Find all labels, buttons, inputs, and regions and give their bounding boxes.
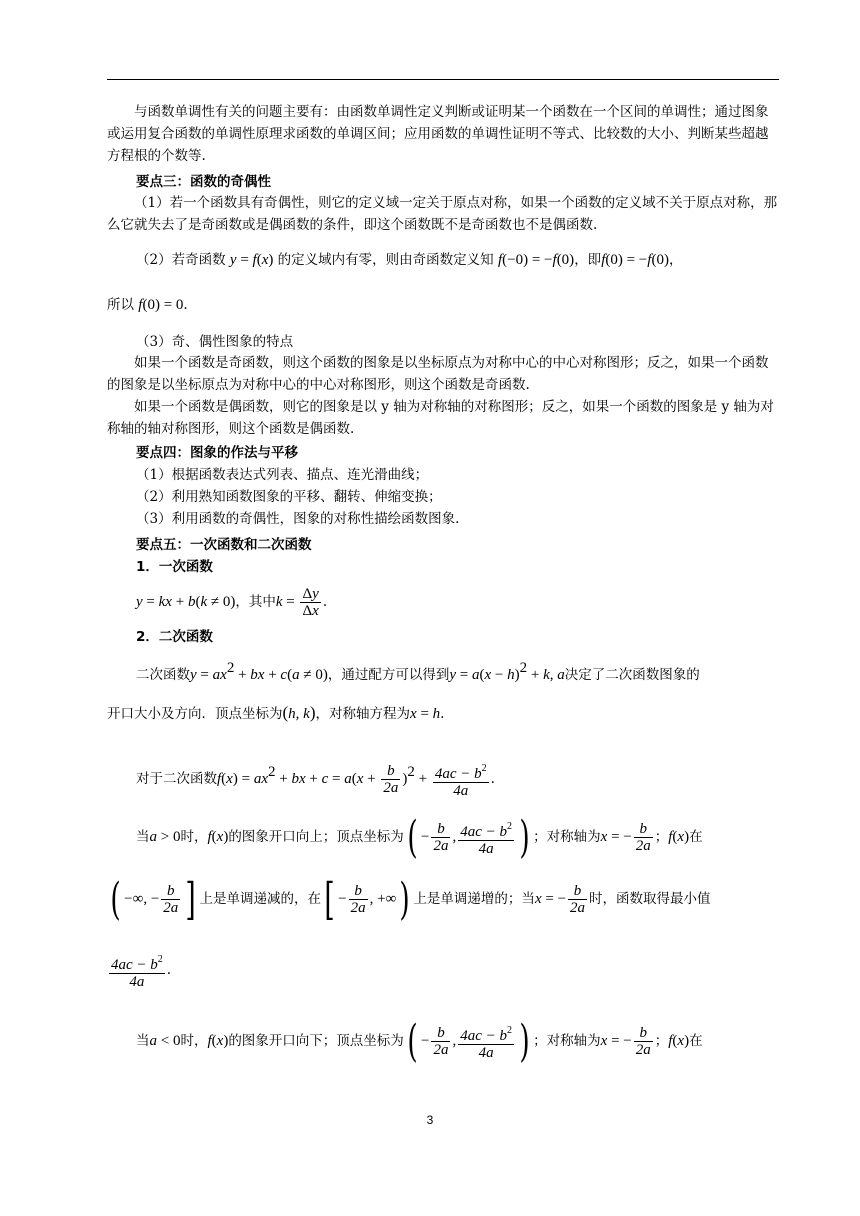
even-function-paragraph: 如果一个函数是偶函数，则它的图象是以 y 轴为对称轴的对称图形；反之，如果一个函数的图象是 y 轴为对称轴的轴对称图形，则这个函数是偶函数.	[107, 399, 774, 437]
intro-paragraph: 与函数单调性有关的问题主要有：由函数单调性定义判断或证明某一个函数在一个区间的单调性；通过图象或运用复合函数的单调性原理求函数的单调区间；应用函数的单调性证明不等式、比较数的大小、判断某些超越方程根的个数等.	[107, 104, 769, 164]
quadratic-minimum-value: $\frac{4ac - b^2}{4a}$ .	[111, 953, 172, 990]
quadratic-a-negative-line-1: 当a < 0时，f(x)的图象开口向下；顶点坐标为( − $\frac{b}{2a}$ , $\frac{4ac - b^2}{4a}$ ) ；对称轴为x = − $\frac{b}{2a}$ ；f(x)在	[136, 1015, 703, 1067]
quadratic-a-positive-line-2: ( −∞, − $\frac{b}{2a}$ ] 上是单调递减的，在[ − $\frac{b}{2a}$ , +∞) 上是单调递增的；当x = − $\frac{b}{2a}$ 时，函数取得最小值	[110, 873, 711, 925]
linear-function-formula: y = kx + b(k ≠ 0)，其中k = $\frac{\Delta y}{\Delta x}$ .	[136, 586, 328, 619]
section-3-item-2-line-2: 所以 f(0) = 0.	[107, 297, 188, 313]
quadratic-a-positive-line-1: 当a > 0时，f(x)的图象开口向上；顶点坐标为( − $\frac{b}{2a}$ , $\frac{4ac - b^2}{4a}$ ) ；对称轴为x = − $\frac{b}{2a}$ ；f(x)在	[136, 811, 703, 863]
section-4-item-1: （1）根据函数表达式列表、描点、连光滑曲线；	[136, 467, 429, 483]
section-4-heading: 要点四：图象的作法与平移	[136, 445, 298, 461]
linear-function-subheading: 1．一次函数	[136, 559, 213, 575]
quadratic-line-2: 开口大小及方向．顶点坐标为(h, k)，对称轴方程为x = h.	[107, 703, 445, 722]
section-3-item-3: （3）奇、偶性图象的特点	[136, 334, 294, 350]
section-3-item-1: （1）若一个函数具有奇偶性，则它的定义域一定关于原点对称，如果一个函数的定义域不关于原点对称，那么它就失去了是奇函数或是偶函数的条件，即这个函数既不是奇函数也不是偶函数.	[107, 195, 778, 233]
section-4-item-2: （2）利用熟知函数图象的平移、翻转、伸缩变换；	[136, 489, 442, 505]
section-3-heading: 要点三：函数的奇偶性	[136, 174, 271, 190]
quadratic-line-1: 二次函数$y = ax^2$ + bx + c(a ≠ 0)，通过配方可以得到$y = a(x - h)^2 + k$, a决定了二次函数图象的	[136, 660, 700, 683]
page-number: 3	[426, 1113, 434, 1127]
quadratic-function-subheading: 2．二次函数	[136, 629, 213, 645]
section-4-item-3: （3）利用函数的奇偶性，图象的对称性描绘函数图象.	[136, 511, 460, 527]
section-3-item-2-line-1: （2）若奇函数 y = f(x) 的定义域内有零，则由奇函数定义知 f(−0) = −f(0)，即f(0) = −f(0)，	[136, 252, 683, 268]
header-rule	[107, 79, 779, 80]
quadratic-completed-square: 对于二次函数$f(x) = ax^2$ + bx + c = a(x + $\frac{b}{2a}$ )$^2$ + $\frac{4ac - b^2}{4a}$ .	[136, 762, 495, 799]
odd-function-paragraph: 如果一个函数是奇函数，则这个函数的图象是以坐标原点为对称中心的中心对称图形；反之，如果一个函数的图象是以坐标原点为对称中心的中心对称图形，则这个函数是奇函数.	[107, 355, 769, 393]
section-5-heading: 要点五：一次函数和二次函数	[136, 537, 312, 553]
